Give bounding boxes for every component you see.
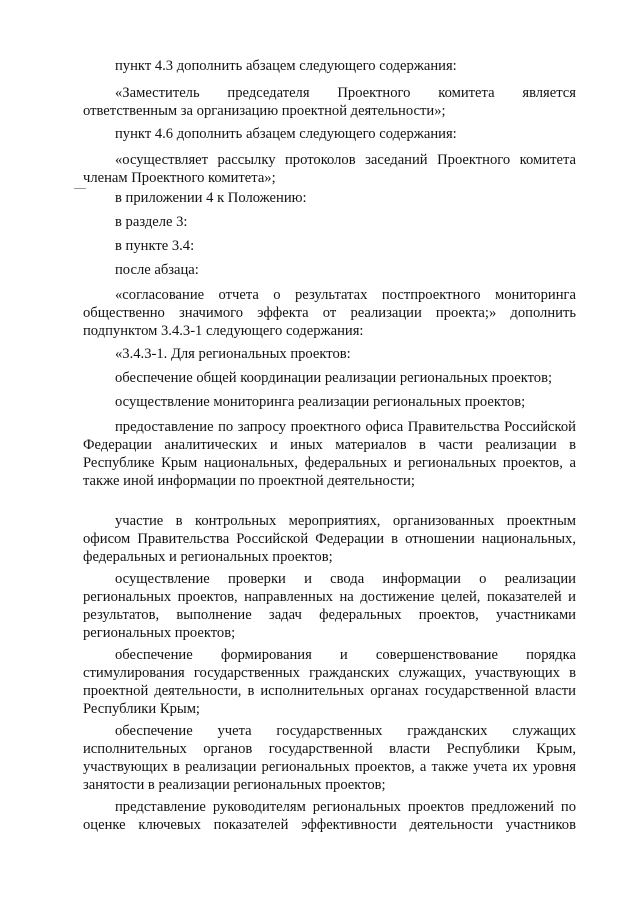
paragraph-4: «осуществляет рассылку протоколов заседаний Проектного комитета членам Проектного комитета»; [83,152,576,186]
paragraph-9: «согласование отчета о результатах постпроектного мониторинга общественно значимого эффекта от реализации проекта;» дополнить подпунктом 3.4.3-1 следующего содержания: [83,287,576,339]
paragraph-7: в пункте 3.4: [115,238,195,254]
paragraph-1: пункт 4.3 дополнить абзацем следующего содержания: [115,58,457,74]
scan-mark [74,188,86,189]
paragraph-10: «3.4.3-1. Для региональных проектов: [115,346,351,362]
paragraph-14: участие в контрольных мероприятиях, организованных проектным офисом Правительства Российской Федерации в отношении национальных, федеральных и региональных проектов; [83,513,576,565]
paragraph-6: в разделе 3: [115,214,188,230]
paragraph-3: пункт 4.6 дополнить абзацем следующего содержания: [115,126,457,142]
paragraph-16: обеспечение формирования и совершенствование порядка стимулирования государственных гражданских служащих, участвующих в проектной деятельности, в исполнительных органах государственной власти Республики Крым; [83,647,576,717]
paragraph-12: осуществление мониторинга реализации региональных проектов; [115,394,526,410]
paragraph-13: предоставление по запросу проектного офиса Правительства Российской Федерации аналитических и иных материалов в части реализации в Республике Крым национальных, федеральных и региональных проектов, а также иной информации по проектной деятельности; [83,419,576,489]
paragraph-15: осуществление проверки и свода информации о реализации региональных проектов, направленных на достижение целей, показателей и результатов, выполнение задач федеральных проектов, участниками региональных проектов; [83,571,576,641]
paragraph-2: «Заместитель председателя Проектного комитета является ответственным за организацию проектной деятельности»; [83,85,576,119]
paragraph-11: обеспечение общей координации реализации региональных проектов; [115,370,553,386]
paragraph-17: обеспечение учета государственных гражданских служащих исполнительных органов государственной власти Республики Крым, участвующих в реализации региональных проектов, а также учета их уровня занятости в реализации региональных проектов; [83,723,576,793]
paragraph-5: в приложении 4 к Положению: [115,190,307,206]
paragraph-18: представление руководителям региональных проектов предложений по оценке ключевых показателей эффективности деятельности участников [83,799,576,833]
paragraph-8: после абзаца: [115,262,199,278]
